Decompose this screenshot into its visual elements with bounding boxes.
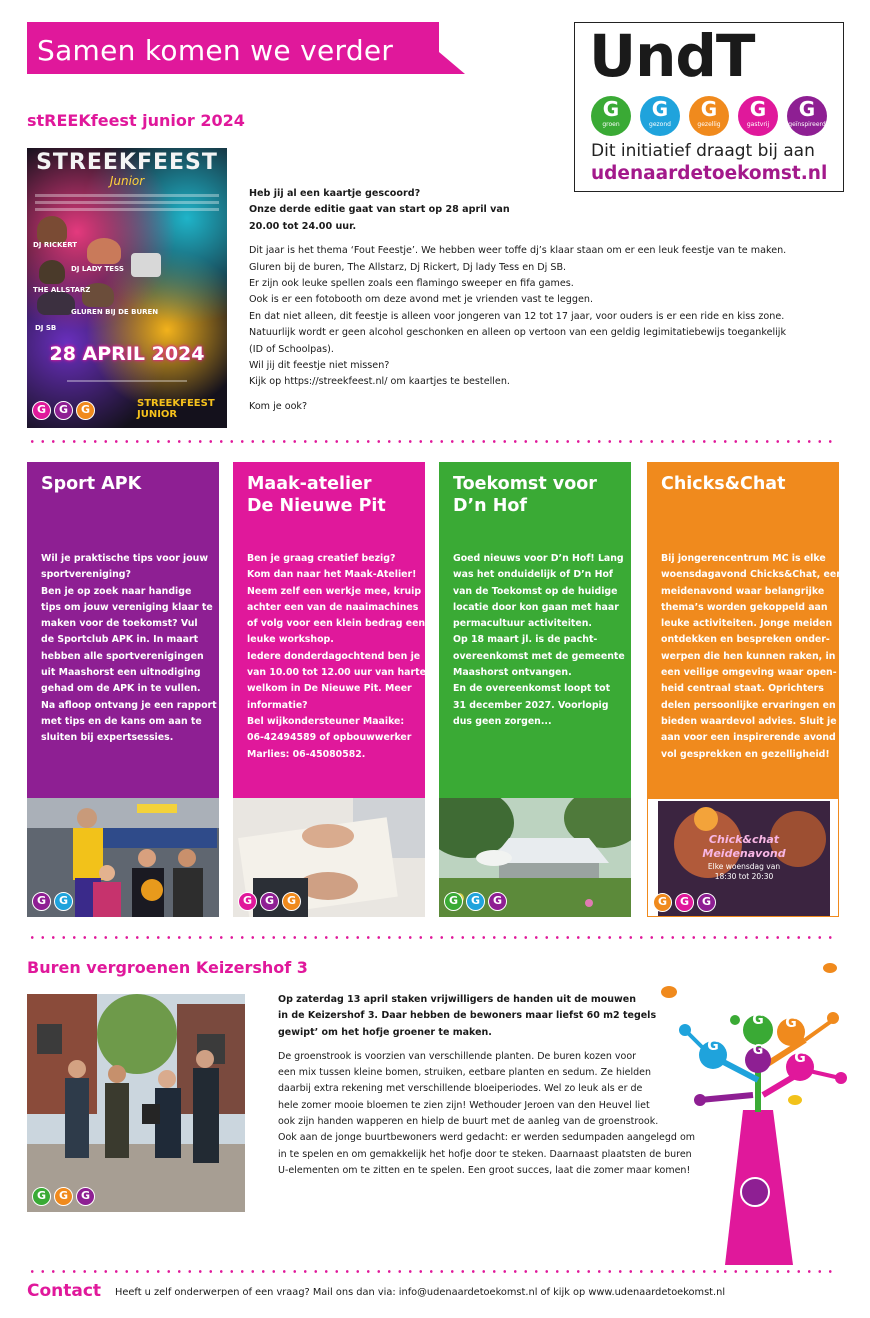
logo-title: UndT	[589, 22, 755, 90]
g-badge-icon: G	[238, 892, 257, 911]
g-badge-icon: G	[260, 892, 279, 911]
chicks-chat-photo	[647, 798, 839, 917]
column-panel	[27, 462, 219, 798]
keizershof-article	[278, 992, 718, 1179]
column-panel	[647, 462, 843, 798]
poster-dj-label: GLUREN BIJ DE BUREN	[71, 308, 159, 316]
tree-bee-icon	[661, 986, 677, 998]
column-panel	[233, 462, 425, 798]
tree-bee-icon	[788, 1095, 802, 1105]
g-badge-icon: G	[54, 892, 73, 911]
intro-line: En dat niet alleen, dit feestje is alleen voor jongeren van 12 tot 17 jaar, voor ouders is er een ride en kiss zone.	[249, 310, 785, 322]
g-badge-icon: G	[54, 1187, 73, 1206]
g-badge-icon: G	[32, 892, 51, 911]
poster-dj-label: DJ LADY TESS	[71, 265, 124, 273]
article-line: in te spelen en om gemakkelijk het hofje door te steken. Daarnaast plaatsten de buren	[278, 1148, 692, 1160]
column-panel	[439, 462, 631, 798]
photo-hand	[302, 824, 354, 848]
article-line: ook zijn handen wapperen en hielp de buurt met de aanleg van de groenstrook.	[278, 1116, 659, 1128]
tree-letter: G	[752, 1012, 764, 1028]
column-title: Sport APK	[41, 474, 142, 494]
tree-leaf-dot	[679, 1024, 691, 1036]
photo-tree	[97, 994, 177, 1074]
photo-person-head	[178, 849, 196, 867]
article-line: daarbij extra rekening met verschillende bloeiperiodes. Wel zo leuk als er de	[278, 1083, 643, 1095]
photo-garage-door	[27, 798, 219, 828]
streekfeest-poster	[27, 148, 227, 428]
tree-trunk-badge	[741, 1178, 769, 1206]
dotted-divider	[27, 936, 839, 939]
g-badge-icon: G	[76, 1187, 95, 1206]
photo-person-head	[108, 1065, 126, 1083]
poster-fine-print	[67, 380, 187, 382]
intro-line: (ID of Schoolpas).	[249, 343, 334, 355]
photo-person-head	[68, 1060, 86, 1078]
tree-letter: G	[794, 1050, 806, 1066]
dotted-divider	[27, 440, 839, 443]
article-bold-line: Op zaterdag 13 april staken vrijwilligers de handen uit de mouwen	[278, 994, 637, 1005]
poster-brand: STREEKFEEST JUNIOR	[137, 398, 215, 420]
sport-apk-photo	[27, 798, 219, 917]
photo-car-lift	[87, 828, 217, 848]
column-title: Maak-atelier De Nieuwe Pit	[247, 474, 386, 516]
poster-dj-photo	[37, 291, 75, 315]
article-line: een mix tussen kleine bomen, struiken, eetbare planten en sedum. Ze hielden	[278, 1067, 652, 1079]
tree-letter: G	[707, 1038, 719, 1054]
column-maak-atelier	[233, 462, 425, 917]
article-line: De groenstrook is voorzien van verschillende planten. De buren kozen voor	[278, 1050, 637, 1062]
g-badge-icon: G	[444, 892, 463, 911]
photo-umbrella	[476, 850, 512, 866]
poster-fine-print	[35, 208, 219, 211]
column-body: Bij jongerencentrum MC is elke woensdagavond Chicks&Chat, een meidenavond waar belangrijke thema’s worden gekoppeld aan leuke activiteiten. Jonge meiden ontdekken en bespreken onder- werpen die hen kunnen raken, in een veilige omgeving waar open- heid centraal staat. Oprichters delen persoonlijke ervaringen en bieden waardevol advies. Sluit je aan voor een inspirerende avond vol gesprekken en gezelligheid!	[661, 553, 843, 760]
photo-plant-pot	[142, 1104, 160, 1124]
streekfeest-intro	[249, 186, 809, 415]
column-title: Chicks&Chat	[661, 474, 786, 494]
logo-badge-gezond: G gezond	[640, 96, 680, 136]
poster-fine-print	[35, 194, 219, 197]
photo-person-jersey	[73, 828, 103, 880]
tree-leaf-dot	[827, 1012, 839, 1024]
photo-person-body	[93, 882, 121, 917]
photo-person-body	[193, 1068, 219, 1163]
poster-dj-label: DJ RICKERT	[33, 241, 78, 249]
poster-dj-label: DJ SB	[35, 324, 57, 332]
tree-leaf-dot	[835, 1072, 847, 1084]
g-badge-icon: G	[54, 401, 73, 420]
intro-line: Wil jij dit feestje niet missen?	[249, 360, 390, 372]
intro-line: Ook is er een fotobooth om deze avond met je vrienden vast te leggen.	[249, 294, 593, 306]
photo-person-body	[105, 1083, 129, 1158]
intro-line: Natuurlijk wordt er geen alcohol geschonken en alleen op vertoon van een geldig legimitatiebewijs toegankelijk	[249, 327, 787, 339]
tree-bee-icon	[823, 963, 837, 973]
tree-icon	[655, 960, 855, 1265]
article-bold-line: in de Keizershof 3. Daar hebben de bewoners maar liefst 60 m2 tegels	[278, 1010, 657, 1022]
section-title-streekfeest: stREEKfeest junior 2024	[27, 111, 245, 130]
tree-leaf-dot	[694, 1094, 706, 1106]
photo-sign	[137, 804, 177, 813]
g-badge-icon: G	[282, 892, 301, 911]
photo-person-body	[65, 1078, 89, 1158]
article-bold-line: gewipt’ om het hofje groener te maken.	[278, 1026, 492, 1038]
page-title: Samen komen we verder	[37, 34, 394, 67]
article-line: U-elementen om te zitten en te spelen. Een groot succes, laat die zomer maar komen!	[278, 1164, 691, 1176]
poster-dj-label: THE ALLSTARZ	[33, 286, 91, 294]
tree-leaf-dot	[730, 1015, 740, 1025]
photo-person-body	[173, 868, 203, 917]
contact-text[interactable]: Heeft u zelf onderwerpen of een vraag? Mail ons dan via: info@udenaardetoekomst.nl of kijk op www.udenaardetoekomst.nl	[115, 1287, 726, 1298]
photo-window	[37, 1024, 62, 1054]
column-body: Goed nieuws voor D’n Hof! Lang was het onduidelijk of D’n Hof van de Toekomst op de huidige locatie door kon gaan met haar permacultuur activiteiten. Op 18 maart jl. is de pacht- overeenkomst met de gemeente Maashorst ontvangen. En de overeenkomst loopt tot 31 december 2027. Voorlopig dus geen zorgen...	[453, 553, 625, 727]
g-badge-icon: G	[466, 892, 485, 911]
tree-letter: G	[785, 1015, 797, 1031]
g-badge-icon: G	[488, 892, 507, 911]
column-chicks-chat	[647, 462, 843, 917]
column-dn-hof	[439, 462, 631, 917]
dotted-divider	[27, 1270, 839, 1273]
photo-padel-racket	[141, 879, 163, 901]
section-title-keizershof: Buren vergroenen Keizershof 3	[27, 958, 308, 977]
poster-dj-photo	[39, 260, 65, 284]
g-badge-icon: G	[697, 893, 716, 912]
g-badge-icon: G	[675, 893, 694, 912]
photo-person-head	[138, 849, 156, 867]
column-title: Toekomst voor D’n Hof	[453, 474, 597, 516]
column-body: Ben je graag creatief bezig? Kom dan naar het Maak-Atelier! Neem zelf een werkje mee, kruip achter een van de naaimachines of volg voor een klein bedrag een leuke workshop. Iedere donderdagochtend ben je van 10.00 tot 12.00 uur van harte welkom in De Nieuwe Pit. Meer informatie? Bel wijkondersteuner Maaike: 06-42494589 of opbouwwerker Marlies: 06-45080582.	[247, 553, 426, 760]
poster-subtitle: Junior	[109, 174, 145, 188]
logo-badge-groen: G groen	[591, 96, 631, 136]
poster-headline: STREEKFEEST	[36, 150, 218, 175]
intro-bold-line: Onze derde editie gaat van start op 28 april van	[249, 204, 510, 216]
intro-line: Kijk op https://streekfeest.nl/ om kaartjes te bestellen.	[249, 376, 510, 388]
intro-bold-line: Heb jij al een kaartje gescoord?	[249, 188, 421, 199]
photo-orange-slice	[694, 807, 718, 831]
photo-person-head	[158, 1070, 176, 1088]
tree-branch	[700, 1095, 753, 1100]
tree-illustration	[655, 960, 855, 1265]
poster-date: 28 APRIL 2024	[49, 343, 205, 365]
g-badge-icon: G	[32, 401, 51, 420]
poster-dj-photo	[37, 216, 67, 244]
dn-hof-photo	[439, 798, 631, 917]
contact-label: Contact	[27, 1281, 102, 1301]
poster-bus-photo	[131, 253, 161, 277]
g-badge-icon: G	[76, 401, 95, 420]
intro-line: Dit jaar is het thema ‘Fout Feestje’. We hebben weer toffe dj’s klaar staan om er een leuk feestje van te maken.	[249, 245, 787, 257]
intro-closing: Kom je ook?	[249, 400, 308, 412]
photo-caption-subtitle: Meidenavond	[702, 847, 786, 860]
photo-person-head	[99, 865, 115, 881]
logo-tagline: Dit initiatief draagt bij aan	[591, 141, 815, 161]
column-sport-apk	[27, 462, 219, 917]
photo-caption-schedule: Elke woensdag van	[707, 862, 781, 871]
undt-logo	[574, 22, 844, 192]
logo-badge-geinspireerd: G geïnspireerd	[787, 96, 827, 136]
photo-flower	[585, 899, 593, 907]
poster-fine-print	[35, 201, 219, 204]
tree-letter: G	[752, 1043, 764, 1058]
intro-line: Er zijn ook leuke spellen zoals een flamingo sweeper en fifa games.	[249, 278, 574, 290]
photo-illustration	[27, 994, 245, 1212]
logo-url[interactable]: udenaardetoekomst.nl	[591, 163, 828, 184]
intro-line: Gluren bij de buren, The Allstarz, Dj Rickert, Dj lady Tess en Dj SB.	[249, 261, 567, 273]
tree-branch	[805, 1020, 833, 1040]
g-badge-icon: G	[653, 893, 672, 912]
keizershof-photo	[27, 994, 245, 1212]
photo-person-head	[196, 1050, 214, 1068]
header-banner	[27, 22, 465, 78]
photo-caption-time: 18:30 tot 20:30	[714, 872, 774, 881]
article-line: hele zomer mooie bloemen te zien zijn! Wethouder Jeroen van den Heuvel liet	[278, 1099, 650, 1111]
photo-person-head	[77, 808, 97, 828]
logo-badge-gezellig: G gezellig	[689, 96, 729, 136]
intro-bold-line: 20.00 tot 24.00 uur.	[249, 220, 357, 232]
article-line: Ook aan de jonge buurtbewoners werd gedacht: er werden sedumpaden aangelegd om	[278, 1132, 696, 1144]
logo-badge-gastvrij: G gastvrij	[738, 96, 778, 136]
poster-dj-photo	[87, 238, 121, 264]
photo-caption-title: Chick&chat	[708, 833, 780, 846]
g-badge-icon: G	[32, 1187, 51, 1206]
column-body: Wil je praktische tips voor jouw sportvereniging? Ben je op zoek naar handige tips om jouw vereniging klaar te maken voor de toekomst? Vul de Sportclub APK in. In maart hebben alle sportverenigingen uit Maashorst een uitnodiging gehad om de APK in te vullen. Na afloop ontvang je een rapport met tips en de kans om aan te sluiten bij expertsessies.	[41, 553, 217, 744]
maak-atelier-photo	[233, 798, 425, 917]
